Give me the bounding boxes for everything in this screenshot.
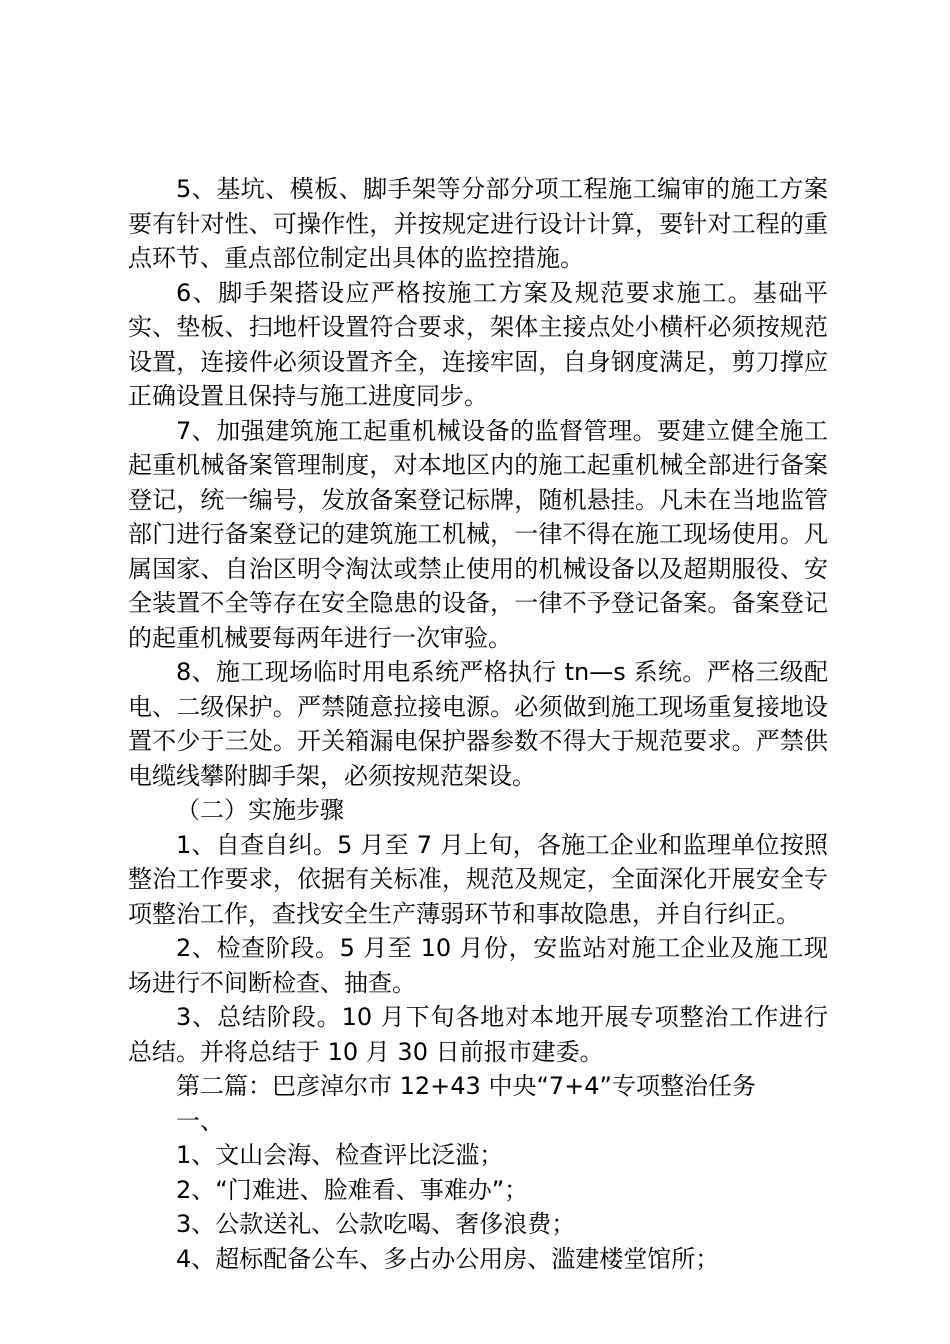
- list-item-4: 4、超标配备公车、多占办公用房、滥建楼堂馆所；: [176, 1244, 720, 1273]
- paragraph-step-2: 2、检查阶段。5 月至 10 月份，安监站对施工企业及施工现场进行不间断检查、抽查。: [128, 934, 828, 997]
- chapter-title-part-two: 第二篇：巴彦淖尔市 12+43 中央“7+4”专项整治任务: [176, 1072, 756, 1100]
- paragraph-step-1: 1、自查自纠。5 月至 7 月上旬，各施工企业和监理单位按照整治工作要求，依据有关标准，规范及规定，全面深化开展安全专项整治工作，查找安全生产薄弱环节和事故隐患，并自行纠正。: [128, 830, 828, 928]
- list-item-2: 2、“门难进、脸难看、事难办”；: [176, 1175, 529, 1204]
- paragraph-item-8: 8、施工现场临时用电系统严格执行 tn—s 系统。严格三级配电、二级保护。严禁随意拉接电源。必须做到施工现场重复接地设置不少于三处。开关箱漏电保护器参数不得大于规范要求。严禁供电缆线攀附脚手架，必须按规范架设。: [128, 658, 828, 790]
- list-item-3: 3、公款送礼、公款吃喝、奢侈浪费；: [176, 1210, 576, 1238]
- paragraph-item-5: 5、基坑、模板、脚手架等分部分项工程施工编审的施工方案要有针对性、可操作性，并按规定进行设计计算，要针对工程的重点环节、重点部位制定出具体的监控措施。: [128, 175, 828, 272]
- paragraph-item-7: 7、加强建筑施工起重机械设备的监督管理。要建立健全施工起重机械备案管理制度，对本地区内的施工起重机械全部进行备案登记，统一编号，发放备案登记标牌，随机悬挂。凡未在当地监管部门进行备案登记的建筑施工机械，一律不得在施工现场使用。凡属国家、自治区明令淘汰或禁止使用的机械设备以及超期服役、安全装置不全等存在安全隐患的设备，一律不予登记备案。备案登记的起重机械要每两年进行一次审验。: [128, 416, 828, 652]
- paragraph-step-3: 3、总结阶段。10 月下旬各地对本地开展专项整治工作进行总结。并将总结于 10 月 30 日前报市建委。: [128, 1003, 828, 1066]
- document-body: [128, 172, 828, 1276]
- paragraph-item-6: 6、脚手架搭设应严格按施工方案及规范要求施工。基础平实、垫板、扫地杆设置符合要求，架体主接点处小横杆必须按规范设置，连接件必须设置齐全，连接牢固，自身钢度满足，剪刀撑应正确设置且保持与施工进度同步。: [128, 278, 828, 410]
- list-item-1: 1、文山会海、检查评比泛滥；: [176, 1141, 504, 1169]
- section-number-one: 一、: [176, 1106, 224, 1135]
- section-heading-implementation-steps: （二）实施步骤: [176, 796, 344, 824]
